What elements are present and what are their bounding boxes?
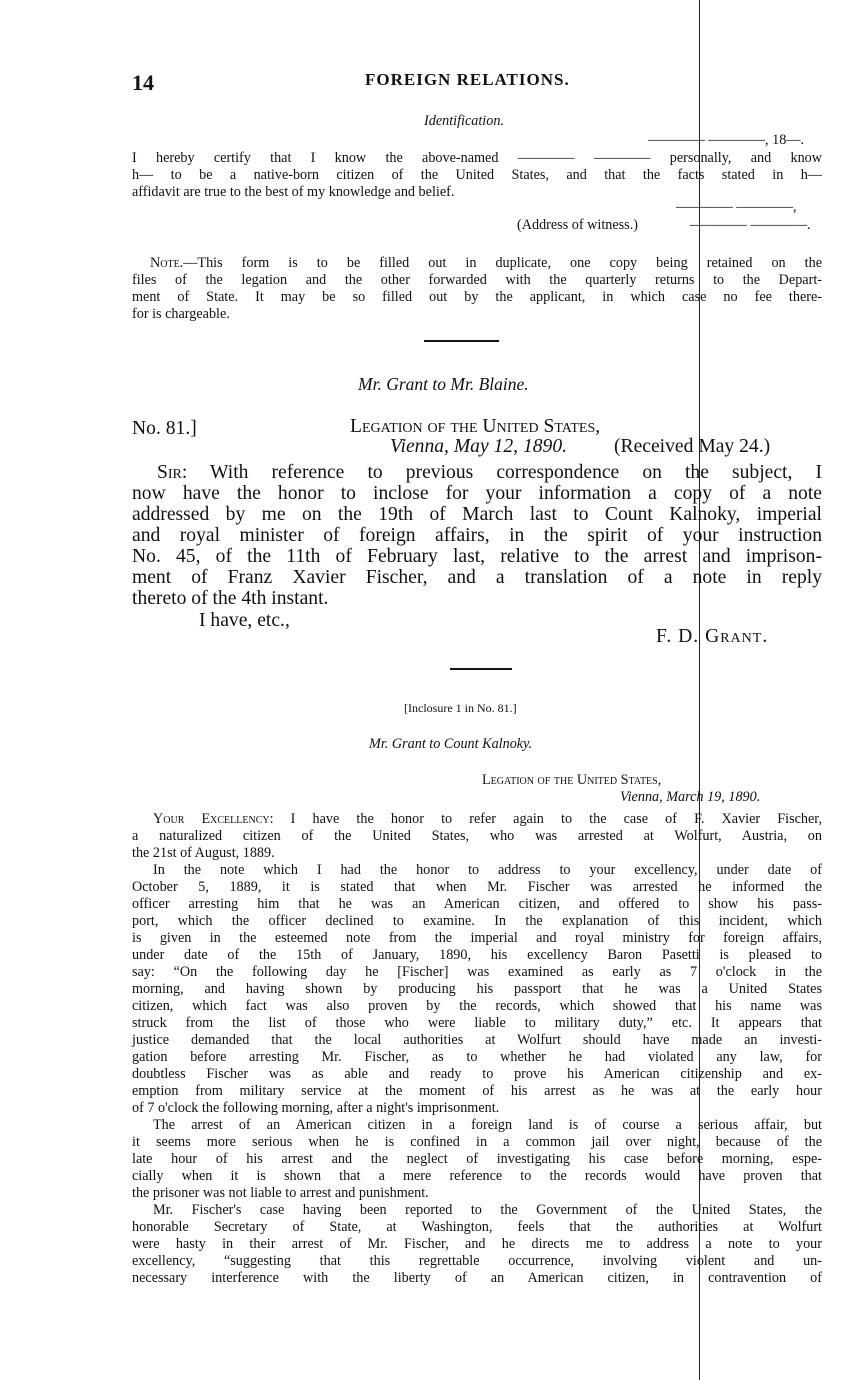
body-line: port, which the officer declined to examine. In the explanation of this incident, which xyxy=(132,913,822,929)
address-of-witness-label: (Address of witness.) xyxy=(517,217,638,233)
body-line: gation before arresting Mr. Fischer, as to whether he had violated any law, for xyxy=(132,1049,822,1065)
identification-date-line: ———— ————, 18—. xyxy=(648,132,805,148)
section-divider xyxy=(424,340,499,342)
letter-body xyxy=(132,462,822,609)
body-line: is given in the esteemed note from the imperial and royal ministry for foreign affairs, xyxy=(132,930,822,946)
certify-line: affidavit are true to the best of my knowledge and belief. xyxy=(132,184,455,200)
inclosure-heading: Mr. Grant to Count Kalnoky. xyxy=(369,736,533,752)
body-line: under date of the 15th of January, 1890, his excellency Baron Pasetti is pleased to xyxy=(132,947,822,963)
body-line: justice demanded that the local authorities at Wolfurt should have made an investi- xyxy=(132,1032,822,1048)
body-line: the 21st of August, 1889. xyxy=(132,845,275,861)
body-line: and royal minister of foreign affairs, in the spirit of your instruction xyxy=(132,525,822,546)
note-label: Note. xyxy=(150,255,184,271)
witness-blank-line: ———— ————, xyxy=(676,199,797,215)
body-line: honorable Secretary of State, at Washington, feels that the authorities at Wolfurt xyxy=(132,1219,822,1235)
body-line: With reference to previous correspondence on the subject, I xyxy=(187,462,822,483)
body-line: Mr. Fischer's case having been reported to the Government of the United States, the xyxy=(153,1202,822,1218)
body-line: it seems more serious when he is confined in a common jail over night, because of the xyxy=(132,1134,822,1150)
letter-heading: Mr. Grant to Mr. Blaine. xyxy=(358,374,529,394)
body-line: morning, and having shown by producing his passport that he was a United States xyxy=(132,981,822,997)
certification-paragraph xyxy=(132,150,822,201)
body-line: now have the honor to inclose for your information a copy of a note xyxy=(132,483,822,504)
body-line: addressed by me on the 19th of March last to Count Kalnoky, imperial xyxy=(132,504,822,525)
received-date: (Received May 24.) xyxy=(614,436,771,457)
body-line: the prisoner was not liable to arrest and punishment. xyxy=(132,1185,429,1201)
address-blank-line: ———— ————. xyxy=(690,217,811,233)
identification-heading: Identification. xyxy=(424,113,504,129)
body-line: I have the honor to refer again to the case of F. Xavier Fischer, xyxy=(273,811,822,827)
note-line: —This form is to be filled out in duplicate, one copy being retained on the xyxy=(183,255,822,271)
note-line: files of the legation and the other forwarded with the quarterly returns to the Depart- xyxy=(132,272,822,288)
place-date-line: Vienna, May 12, 1890. xyxy=(390,436,568,457)
body-line: excellency, “suggesting that this regrettable occurrence, involving violent and un- xyxy=(132,1253,822,1269)
closing-line: I have, etc., xyxy=(199,610,290,631)
certify-line: I hereby certify that I know the above-named ———— ———— personally, and know xyxy=(132,150,822,166)
inclosure-place-date: Vienna, March 19, 1890. xyxy=(620,789,761,805)
body-line: late hour of his arrest and the neglect of investigating his case before morning, espe- xyxy=(132,1151,822,1167)
page-number: 14 xyxy=(132,70,154,95)
signature: F. D. Grant. xyxy=(656,626,769,647)
inclosure-salutation: Your Excellency: xyxy=(153,811,274,827)
body-line: cially when it is shown that a mere reference to the records would have proven that xyxy=(132,1168,822,1184)
body-line: officer arresting him that he was an American citizen, and offered to show his pass- xyxy=(132,896,822,912)
body-line: were hasty in their arrest of Mr. Fischer, and he directs me to address a note to your xyxy=(132,1236,822,1252)
body-line: of 7 o'clock the following morning, after a night's imprisonment. xyxy=(132,1100,500,1116)
section-divider xyxy=(450,668,512,670)
body-line: say: “On the following day he [Fischer] was examined as early as 7 o'clock in the xyxy=(132,964,822,980)
inclosure-body xyxy=(132,811,822,1287)
despatch-number: No. 81.] xyxy=(132,418,197,439)
body-line: October 5, 1889, it is stated that when Mr. Fischer was arrested he informed the xyxy=(132,879,822,895)
body-line: The arrest of an American citizen in a foreign land is of course a serious affair, but xyxy=(153,1117,822,1133)
legation-line: Legation of the United States, xyxy=(350,416,601,437)
body-line: ment of Franz Xavier Fischer, and a translation of a note in reply xyxy=(132,567,822,588)
body-line: a naturalized citizen of the United States, who was arrested at Wolfurt, Austria, on xyxy=(132,828,822,844)
body-line: emption from military service at the moment of his arrest as he was at the early hour xyxy=(132,1083,822,1099)
note-paragraph xyxy=(132,255,822,323)
inclosure-label: [Inclosure 1 in No. 81.] xyxy=(404,701,517,715)
body-line: necessary interference with the liberty of an American citizen, in contravention of xyxy=(132,1270,822,1286)
body-line: thereto of the 4th instant. xyxy=(132,588,329,609)
note-line: ment of State. It may be so filled out by the applicant, in which case no fee there- xyxy=(132,289,822,305)
body-line: struck from the list of those who were liable to military duty,” etc. It appears that xyxy=(132,1015,822,1031)
inclosure-legation-line: Legation of the United States, xyxy=(482,772,662,788)
salutation: Sir: xyxy=(157,462,188,483)
note-line: for is chargeable. xyxy=(132,306,230,322)
running-title: FOREIGN RELATIONS. xyxy=(365,70,570,89)
body-line: citizen, which fact was also proven by the records, which showed that his name was xyxy=(132,998,822,1014)
body-line: No. 45, of the 11th of February last, relative to the arrest and imprison- xyxy=(132,546,822,567)
certify-line: h— to be a native-born citizen of the United States, and that the facts stated in h— xyxy=(132,167,822,183)
body-line: doubtless Fischer was as able and ready to prove his American citizenship and ex- xyxy=(132,1066,822,1082)
body-line: In the note which I had the honor to address to your excellency, under date of xyxy=(153,862,822,878)
